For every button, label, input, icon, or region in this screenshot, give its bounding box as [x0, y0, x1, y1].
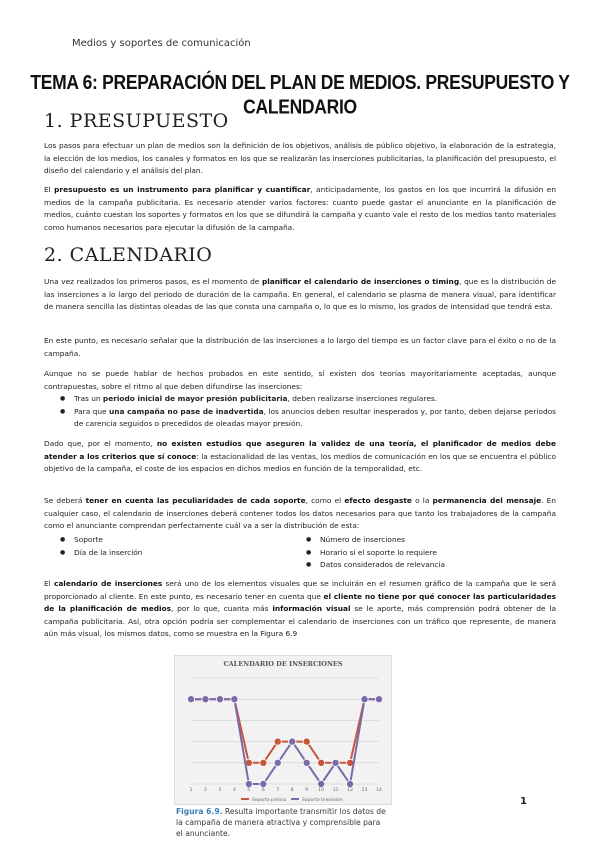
data-point [361, 696, 368, 703]
x-tick-label: 7 [276, 788, 280, 793]
section-heading-presupuesto: 1. PRESUPUESTO [44, 110, 229, 132]
list-item: ● Día de la inserción [52, 547, 292, 560]
data-point [375, 696, 382, 703]
x-tick-label: 9 [305, 788, 309, 793]
x-tick-label: 12 [347, 788, 353, 793]
x-tick-label: 1 [189, 788, 193, 793]
data-point [187, 696, 194, 703]
data-point [274, 738, 281, 745]
paragraph: En este punto, es necesario señalar que la distribución de las inserciones a lo largo del tiempo es un factor clave para el éxito o no de la campaña. [44, 336, 556, 358]
data-list-left [52, 534, 292, 559]
data-point [318, 780, 325, 787]
data-point [260, 780, 267, 787]
paragraph: Los pasos para efectuar un plan de medios son la definición de los objetivos, análisis de público objetivo, la elaboración de la estrategia, la elección de los medios, los canales y formatos en los que se realizarán las inserciones publicitarias, la planificación del presupuesto, el diseño del calendario y el análisis del plan. [44, 141, 556, 175]
x-tick-label: 13 [361, 788, 368, 793]
paragraph: Dado que, por el momento, no existen estudios que aseguren la validez de una teoría, el planificador de medios debe atender a los criterios que sí conoce: la estacionalidad de las ventas, los medios de comunicación en los que se encuentra el público objetivo de la campaña, el coste de los espacios en dichos medios en función de la temporalidad, etc. [44, 439, 556, 473]
section-heading-calendario: 2. CALENDARIO [44, 244, 213, 266]
data-point [303, 738, 310, 745]
paragraph: Se deberá tener en cuenta las peculiaridades de cada soporte, como el efecto desgaste o la permanencia del mensaje. En cualquier caso, el calendario de inserciones deberá contener todos los datos necesarios para que tanto los trabajadores de la campaña como el anunciante comprendan perfectamente cuál va a ser la distribución de esta: [44, 496, 556, 530]
paragraph: El calendario de inserciones será uno de los elementos visuales que se incluirán en el resumen gráfico de la campaña que le será proporcionado al cliente. En este punto, es necesario tener en cuenta que el cliente no tiene por qué conocer las particularidades de la planificación de medios, por lo que, cuanta más información visual se le aporte, más comprensión podrá obtener de la campaña publicitaria. Así, otra opción podría ser complementar el calendario de inserciones con un tráfico que represente, de manera aún más visual, los mismos datos, como se muestra en la Figura 6.9 [44, 579, 556, 638]
x-tick-label: 11 [332, 788, 339, 793]
list-item: ● Número de inserciones [298, 534, 548, 547]
paragraph: Aunque no se puede hablar de hechos probados en este sentido, sí existen dos teorías mayoritariamente aceptadas, aunque contrapuestas, sobre el ritmo al que deben difundirse las inserciones: [44, 369, 556, 391]
data-point [332, 759, 339, 766]
theory-list [52, 393, 556, 431]
list-item: ● Horario si el soporte lo requiere [298, 547, 548, 560]
x-tick-label: 3 [218, 788, 222, 793]
page-number: 1 [520, 796, 527, 807]
data-point [318, 759, 325, 766]
paragraph: El presupuesto es un instrumento para planificar y cuantificar, anticipadamente, los gastos en los que incurrirá la difusión en medios de la campaña publicitaria. Es necesario atender varios factores: cuanto puede gastar el anunciante en la planificación de medios, cuánto cuestan los soportes y formatos en los que se difundirá la campaña y cuanto vale el resto de los medios tanto materiales como humanos necesarios para ejecutar la difusión de la campaña. [44, 185, 557, 232]
x-tick-label: 6 [261, 788, 265, 793]
x-tick-label: 10 [318, 788, 325, 793]
data-point [303, 759, 310, 766]
x-tick-label: 8 [290, 788, 294, 793]
page-title: TEMA 6: PREPARACIÓN DEL PLAN DE MEDIOS. PRESUPUESTO Y CALENDARIO [30, 70, 570, 118]
x-tick-label: 5 [247, 788, 251, 793]
line-chart [175, 656, 391, 804]
data-point [231, 696, 238, 703]
legend-label: Soporte televisión [302, 798, 343, 803]
data-point [274, 759, 281, 766]
x-tick-label: 4 [232, 788, 236, 793]
list-item: ● Tras un periodo inicial de mayor presión publicitaria, deben realizarse inserciones regulares. [52, 393, 556, 406]
paragraph: Una vez realizados los primeros pasos, es el momento de planificar el calendario de inserciones o timing, que es la distribución de las inserciones a lo largo del periodo de duración de la campaña. En general, el calendario se plasma de manera visual, para identificar de manera sencilla las distintas oleadas de las que consta una campaña o, lo que es lo mismo, los grados de intensidad que tendrá esta. [44, 277, 556, 311]
list-item: ● Soporte [52, 534, 292, 547]
figure-chart [174, 655, 392, 805]
chart-title: CALENDARIO DE INSERCIONES [223, 660, 343, 668]
data-point [216, 696, 223, 703]
figure-caption: Figura 6.9. Resulta importante transmitir los datos de la campaña de manera atractiva y comprensible para el anunciante. [176, 807, 386, 838]
data-point [202, 696, 209, 703]
data-point [289, 738, 296, 745]
data-list-right [298, 534, 548, 572]
list-item: ● Datos considerados de relevancia [298, 559, 548, 572]
page-header: Medios y soportes de comunicación [72, 38, 251, 49]
x-tick-label: 2 [204, 788, 207, 793]
list-item: ● Para que una campaña no pase de inadvertida, los anuncios deben resultar inesperados y, por tanto, deben dejarse periodos de carencia seguidos o precedidos de oleadas mayor presión. [52, 406, 556, 431]
x-tick-label: 14 [376, 788, 382, 793]
data-point [260, 759, 267, 766]
data-point [346, 780, 353, 787]
legend-label: Soporte prensa [252, 798, 287, 803]
data-point [245, 780, 252, 787]
